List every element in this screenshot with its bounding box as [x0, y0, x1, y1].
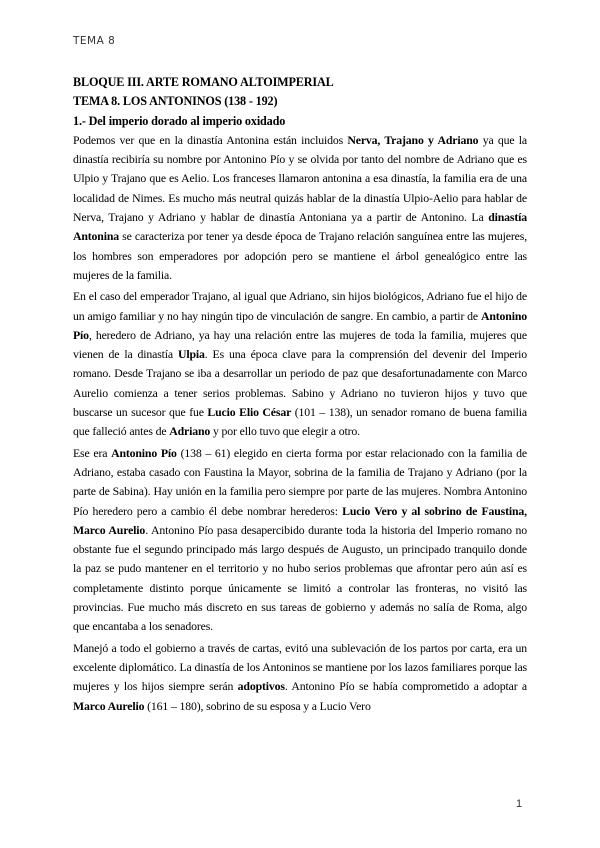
bold-term: Marco Aurelio: [73, 698, 145, 713]
bold-term: Nerva, Trajano y Adriano: [347, 132, 479, 147]
bold-term: Antonino Pío: [73, 308, 527, 342]
paragraph-2: En el caso del emperador Trajano, al igual que Adriano, sin hijos biológicos, Adriano fue el hijo de un amigo familiar y no hay ningún tipo de vinculación de sangre. En cambio, a partir de Antonino Pío, heredero de Adriano, ya hay una relación entre las mujeres de toda la familia, mujeres que vienen de la dinastía Ulpia. Es una época clave para la comprensión del devenir del Imperio romano. Desde Trajano se iba a desarrollar un periodo de paz que desafortunadamente con Marco Aurelio comienza a tener serios problemas. Sabino y Adriano no tuvieron hijos y tuvo que buscarse un sucesor que fue Lucio Elio César (101 – 138), un senador romano de buena familia que falleció antes de Adriano y por ello tuvo que elegir a otro.: [73, 289, 527, 439]
bold-term: Lucio Vero y al sobrino de Faustina, Marco Aurelio: [73, 503, 527, 537]
bold-term: adoptivos: [237, 679, 285, 694]
bold-term: Ulpia: [177, 347, 205, 362]
page-number: 1: [516, 798, 523, 810]
paragraph-3: Ese era Antonino Pío (138 – 61) elegido en cierta forma por estar relacionado con la familia de Adriano, estaba casado con Faustina la Mayor, sobrina de la familia de Trajano y Adriano (por la parte de Sabina). Hay unión en la familia pero siempre por parte de las mujeres. Nombra Antonino Pío heredero pero a cambio él debe nombrar herederos: Lucio Vero y al sobrino de Faustina, Marco Aurelio. Antonino Pío pasa desapercibido durante toda la historia del Imperio romano no obstante fue el segundo principado más largo después de Augusto, un principado tranquilo donde la paz se pudo mantener en el territorio y no hubo serios problemas que afrontar pero aún así es completamente distinto porque únicamente se limitó a controlar las fronteras, no visitó las provincias. Fue mucho más discreto en sus tareas de gobierno y además no salía de Roma, algo que encantaba a los senadores.: [73, 445, 527, 634]
bold-term: Adriano: [169, 424, 211, 439]
document-body: [73, 73, 527, 716]
bold-term: Antonino Pío: [111, 445, 177, 460]
bold-term: dinastía Antonina: [73, 210, 527, 244]
paragraph-4: Manejó a todo el gobierno a través de cartas, evitó una sublevación de los partos por carta, era un excelente diplomático. La dinastía de los Antoninos se mantiene por los lazos familiares porque las mujeres y los hijos siempre serán adoptivos. Antonino Pío se había comprometido a adoptar a Marco Aurelio (161 – 180), sobrino de su esposa y a Lucio Vero: [73, 640, 528, 713]
block-heading: BLOQUE III. ARTE ROMANO ALTOIMPERIAL: [73, 75, 334, 89]
section-heading: 1.- Del imperio dorado al imperio oxidado: [73, 113, 286, 128]
bold-term: Lucio Elio César: [207, 405, 292, 420]
paragraph-1: Podemos ver que en la dinastía Antonina están incluidos Nerva, Trajano y Adriano ya que la dinastía recibiría su nombre por Antonino Pío y se olvida por tanto del nombre de Adriano que es Ulpio y Trajano que es Aelio. Los franceses llamaron antonina a esa dinastía, la familia era de una localidad de Nimes. Es mucho más neutral quizás hablar de la dinastía Ulpio-Aelio para hablar de Nerva, Trajano y Adriano y hablar de dinastía Antoniana ya a partir de Antonino. La dinastía Antonina se caracteriza por tener ya desde época de Trajano relación sanguínea entre las mujeres, los hombres son emperadores por adopción pero se mantiene el árbol genealógico entre las mujeres de la familia.: [73, 132, 527, 282]
theme-heading: TEMA 8. LOS ANTONINOS (138 - 192): [73, 94, 278, 109]
running-header: TEMA 8: [73, 35, 116, 47]
